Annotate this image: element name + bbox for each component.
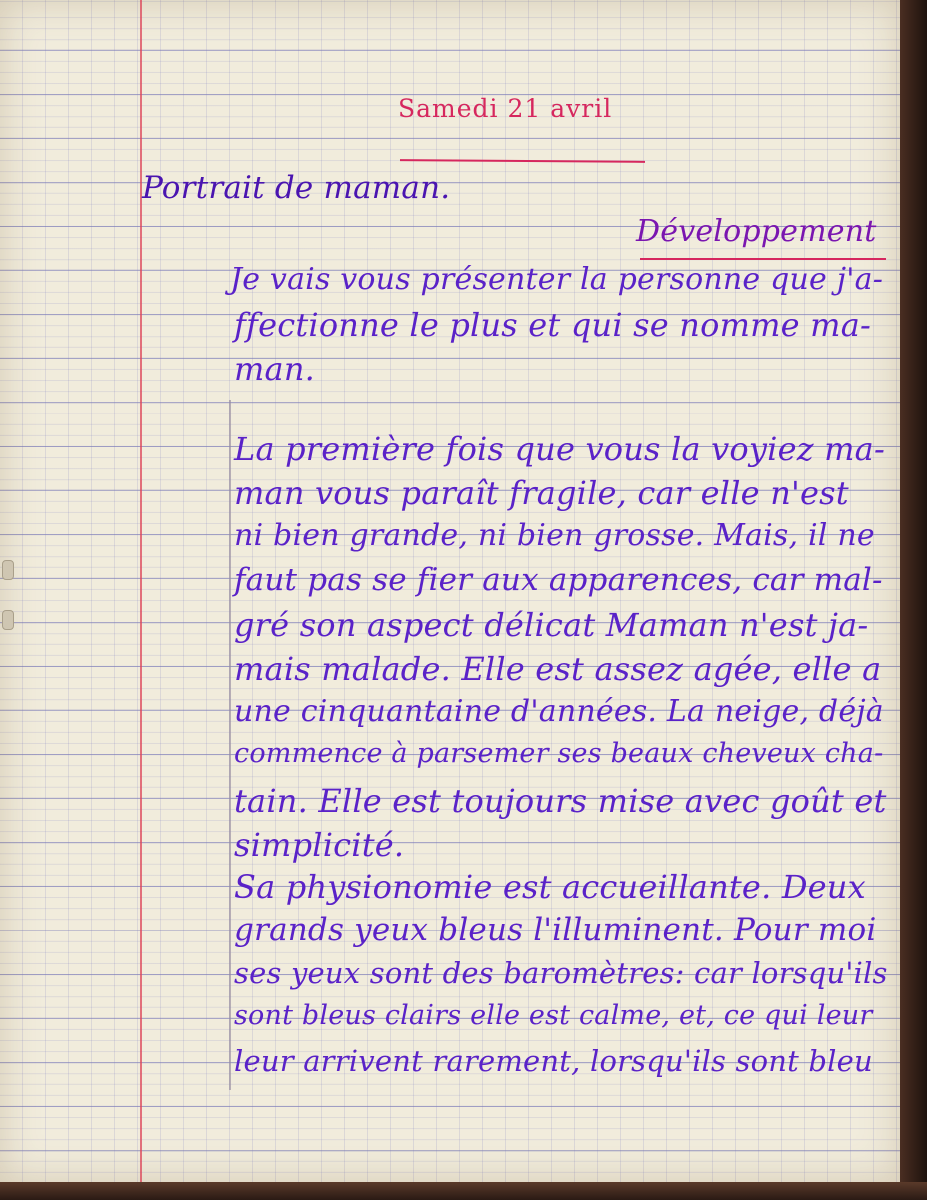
notebook-binding-edge: [900, 0, 927, 1200]
text-line: gré son aspect délicat Maman n'est ja-: [234, 606, 869, 644]
date-heading: Samedi 21 avril: [398, 94, 613, 123]
text-line: faut pas se fier aux apparences, car mal-: [234, 562, 883, 598]
text-line: sont bleus clairs elle est calme, et, ce qui leur: [234, 1000, 873, 1031]
section-underline: [640, 258, 886, 260]
date-underline: [400, 159, 645, 163]
punch-hole: [2, 560, 14, 580]
text-line: leur arrivent rarement, lorsqu'ils sont bleu: [234, 1044, 873, 1078]
text-line: grands yeux bleus l'illuminent. Pour moi: [234, 912, 877, 948]
text-line: simplicité.: [234, 826, 405, 864]
text-line: Je vais vous présenter la personne que j'a-: [230, 262, 884, 297]
text-line: commence à parsemer ses beaux cheveux cha-: [234, 738, 884, 769]
essay-title: Portrait de maman.: [142, 170, 451, 206]
text-line: une cinquantaine d'années. La neige, déjà: [234, 694, 884, 729]
text-line: ni bien grande, ni bien grosse. Mais, il ne: [234, 518, 875, 553]
text-line: man vous paraît fragile, car elle n'est: [234, 474, 849, 512]
section-heading: Développement: [636, 214, 877, 249]
notebook-bottom-edge: [0, 1182, 927, 1200]
text-line: ses yeux sont des baromètres: car lorsqu'ils: [234, 956, 888, 990]
text-line: Sa physionomie est accueillante. Deux: [234, 868, 866, 906]
text-line: mais malade. Elle est assez agée, elle a: [234, 650, 882, 688]
pencil-margin-line: [229, 400, 231, 1090]
text-line: La première fois que vous la voyiez ma-: [234, 430, 885, 468]
punch-hole: [2, 610, 14, 630]
text-line: tain. Elle est toujours mise avec goût et: [234, 782, 887, 820]
text-line: man.: [234, 350, 316, 388]
text-line: ffectionne le plus et qui se nomme ma-: [234, 306, 872, 344]
